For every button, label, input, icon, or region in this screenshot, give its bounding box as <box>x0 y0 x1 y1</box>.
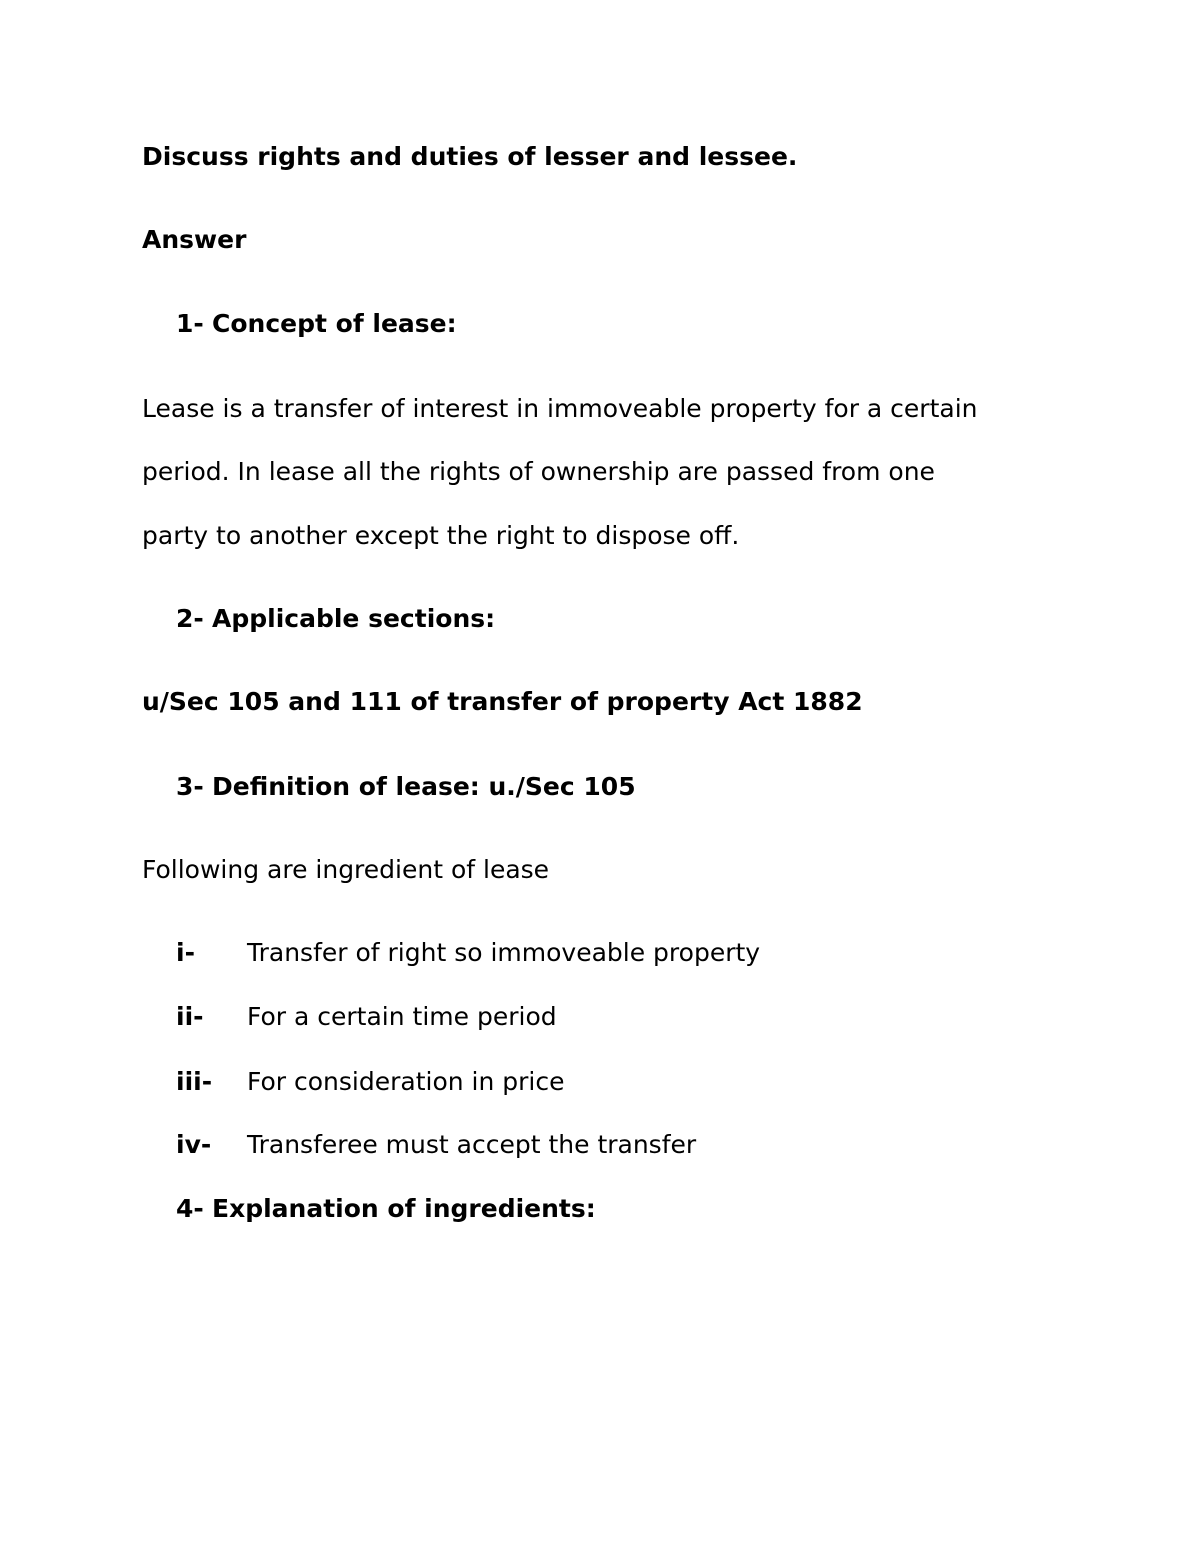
paragraph-line: period. In lease all the rights of ownership are passed from one <box>142 457 935 486</box>
section-heading-definition <box>176 772 636 802</box>
section-number: 2- <box>176 604 204 633</box>
list-numeral: i- <box>176 938 195 967</box>
question-heading: Discuss rights and duties of lesser and lessee. <box>142 142 798 171</box>
list-item-text: Transfer of right so immoveable property <box>247 938 761 967</box>
section-number: 3- <box>176 772 204 801</box>
section-number: 4- <box>176 1194 204 1223</box>
paragraph-line: Lease is a transfer of interest in immoveable property for a certain <box>142 394 978 423</box>
paragraph-line: party to another except the right to dispose off. <box>142 521 740 550</box>
section-heading-concept <box>176 309 457 339</box>
section-heading-applicable <box>176 604 495 634</box>
list-item-text: For a certain time period <box>247 1002 557 1031</box>
list-item-text: For consideration in price <box>247 1067 565 1096</box>
applicable-sections-text: u/Sec 105 and 111 of transfer of property Act 1882 <box>142 687 863 716</box>
section-number: 1- <box>176 309 204 338</box>
answer-label: Answer <box>142 225 247 254</box>
list-item-text: Transferee must accept the transfer <box>247 1130 697 1159</box>
list-numeral: iv- <box>176 1130 212 1159</box>
section-title: Definition of lease: u./Sec 105 <box>212 772 636 801</box>
section-title: Applicable sections: <box>212 604 496 633</box>
section-heading-explanation <box>176 1194 596 1224</box>
ingredients-intro: Following are ingredient of lease <box>142 855 550 884</box>
section-title: Concept of lease: <box>212 309 457 338</box>
list-numeral: iii- <box>176 1067 213 1096</box>
section-title: Explanation of ingredients: <box>212 1194 596 1223</box>
list-numeral: ii- <box>176 1002 204 1031</box>
